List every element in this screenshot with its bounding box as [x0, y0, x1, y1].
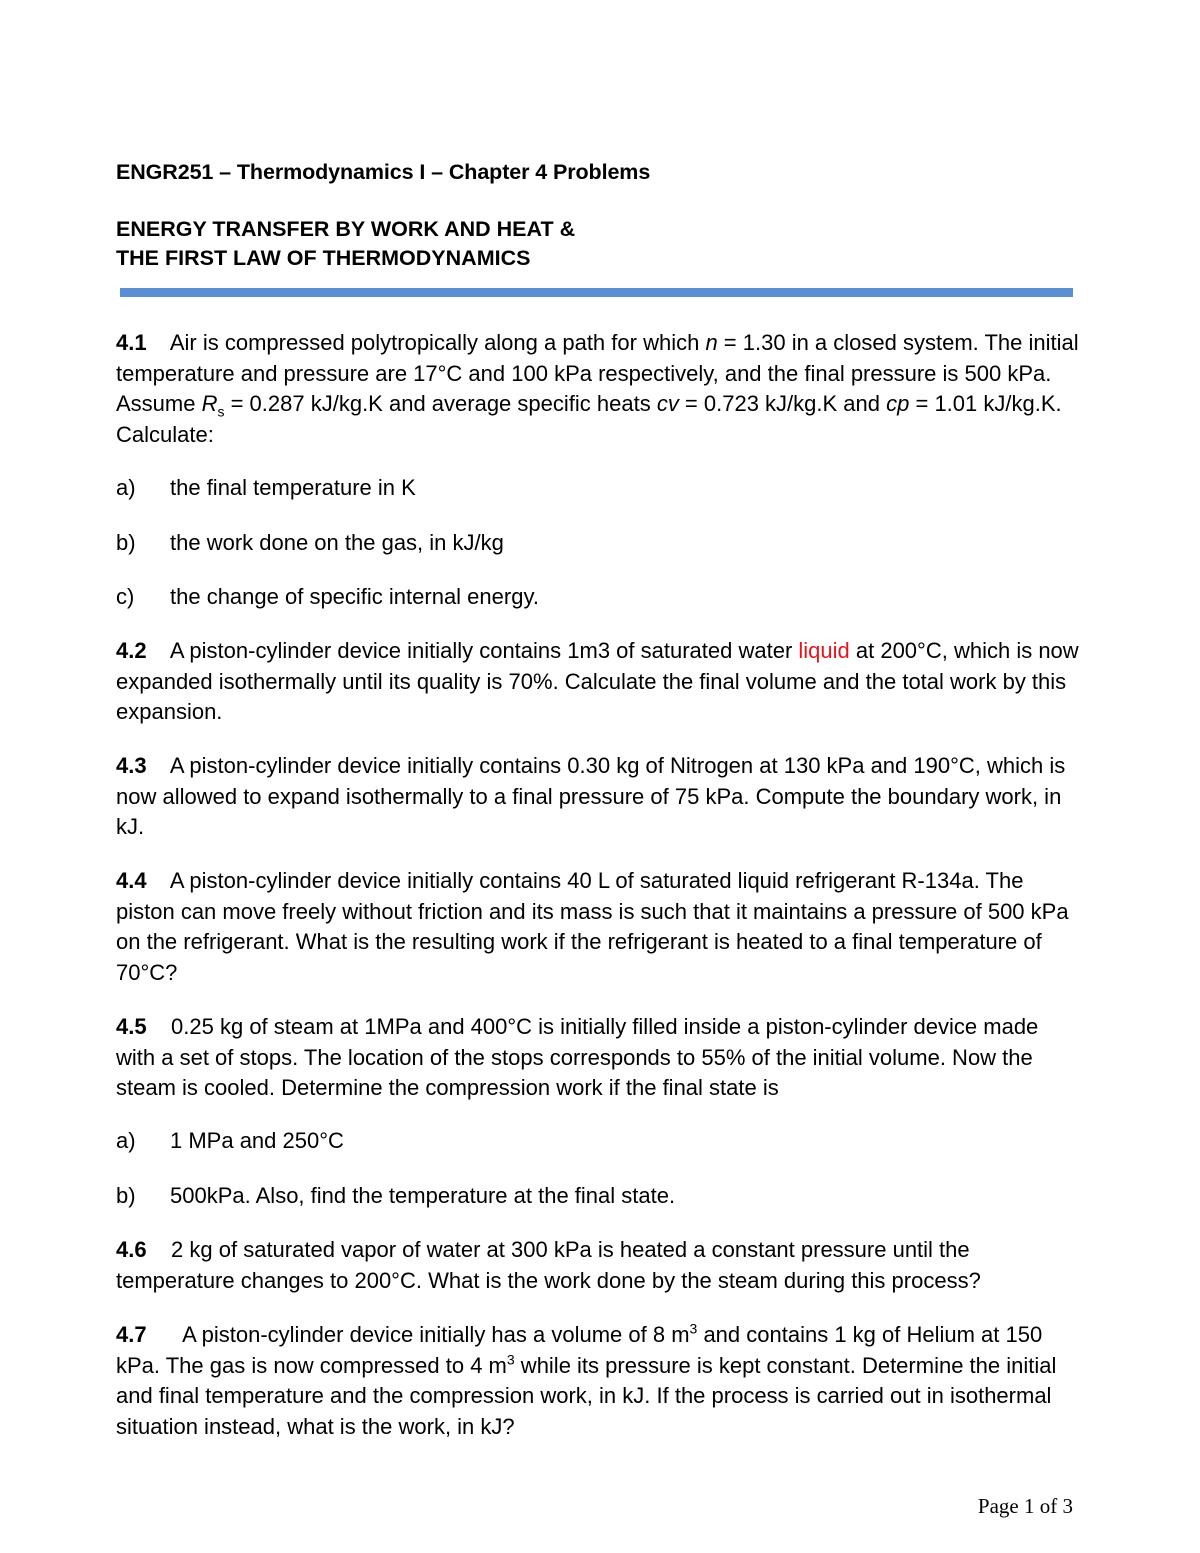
- problem-text: 0.25 kg of steam at 1MPa and 400°C is initially filled inside a piston-cylinder device made with a set of stops. The location of the stops corresponds to 55% of the initial volume. Now the steam is cooled. Determine the compression work if the final state is: [116, 1014, 1039, 1100]
- section-heading: [116, 215, 575, 273]
- problem-4-3: [116, 751, 1081, 843]
- problem-number: 4.4: [116, 868, 147, 893]
- highlighted-word: liquid: [798, 638, 850, 663]
- list-item: [116, 1181, 675, 1211]
- list-item-text: 500kPa. Also, find the temperature at the final state.: [170, 1183, 676, 1208]
- list-item-text: 1 MPa and 250°C: [170, 1128, 344, 1153]
- problem-number: 4.2: [116, 638, 147, 663]
- problem-text: at 200°C, which is now expanded isothermally until its quality is 70%. Calculate the final volume and the total work by this expansion.: [116, 638, 1079, 724]
- problem-number: 4.7: [116, 1322, 147, 1347]
- section-heading-line-2: THE FIRST LAW OF THERMODYNAMICS: [116, 246, 531, 270]
- problem-4-4: [116, 866, 1081, 988]
- problem-text: = 0.723 kJ/kg.K and: [678, 391, 887, 416]
- superscript: 3: [506, 1351, 515, 1368]
- problem-4-1: [116, 328, 1081, 450]
- problem-4-5: [116, 1012, 1081, 1104]
- problem-text: while its pressure is kept constant. Determine the initial and final temperature and the compression work, in kJ. If the process is carried out in isothermal situation instead, what is the work, in kJ?: [116, 1352, 1057, 1439]
- list-item-text: the change of specific internal energy.: [170, 584, 539, 609]
- symbol-cv: cv: [656, 391, 679, 416]
- problem-4-7: [116, 1320, 1081, 1442]
- list-item-text: the work done on the gas, in kJ/kg: [170, 530, 504, 555]
- problem-number: 4.1: [116, 330, 147, 355]
- document-title: ENGR251 – Thermodynamics I – Chapter 4 Problems: [116, 160, 651, 184]
- list-item: [116, 1126, 344, 1156]
- problem-text: A piston-cylinder device initially contains 40 L of saturated liquid refrigerant R-134a. The piston can move freely without friction and its mass is such that it maintains a pressure of 500 kPa on the refrigerant. What is the resulting work if the refrigerant is heated to a final temperature of 70°C?: [116, 868, 1069, 985]
- list-item-text: the final temperature in K: [170, 475, 416, 500]
- list-item: [116, 528, 504, 558]
- problem-text: A piston-cylinder device initially contains 1m3 of saturated water: [169, 638, 799, 663]
- heading-divider: [120, 288, 1073, 297]
- problem-text: = 1.30 in a closed system. The initial temperature and pressure are 17°C and 100 kPa respectively, and the final pressure is 500 kPa. Assume: [116, 330, 1079, 416]
- symbol-r-subscript: s: [217, 403, 225, 420]
- problem-4-6: [116, 1235, 1081, 1296]
- problem-number: 4.6: [116, 1237, 147, 1262]
- problem-number: 4.3: [116, 753, 147, 778]
- problem-text: A piston-cylinder device initially has a volume of 8 m: [182, 1322, 690, 1347]
- symbol-n: n: [705, 330, 718, 355]
- list-item-label: c): [116, 584, 135, 609]
- problem-number: 4.5: [116, 1014, 147, 1039]
- page-number: Page 1 of 3: [977, 1494, 1073, 1518]
- problem-text: 2 kg of saturated vapor of water at 300 kPa is heated a constant pressure until the temperature changes to 200°C. What is the work done by the steam during this process?: [116, 1237, 981, 1293]
- problem-text: = 0.287 kJ/kg.K and average specific heats: [224, 391, 657, 416]
- problem-text: = 1.01 kJ/kg.K. Calculate:: [116, 391, 1062, 447]
- list-item-label: a): [116, 475, 136, 500]
- list-item-label: b): [116, 530, 136, 555]
- list-item: [116, 473, 416, 503]
- list-item: [116, 582, 539, 612]
- problem-text: A piston-cylinder device initially contains 0.30 kg of Nitrogen at 130 kPa and 190°C, which is now allowed to expand isothermally to a final pressure of 75 kPa. Compute the boundary work, in kJ.: [116, 753, 1066, 839]
- symbol-cp: cp: [886, 391, 910, 416]
- superscript: 3: [689, 1320, 698, 1337]
- problem-text: and contains 1 kg of Helium at 150 kPa. The gas is now compressed to 4 m: [116, 1322, 1043, 1378]
- symbol-r: R: [201, 391, 218, 416]
- problem-4-2: [116, 636, 1081, 728]
- list-item-label: a): [116, 1128, 136, 1153]
- list-item-label: b): [116, 1183, 136, 1208]
- problem-text: Air is compressed polytropically along a path for which: [169, 330, 706, 355]
- section-heading-line-1: ENERGY TRANSFER BY WORK AND HEAT &: [116, 217, 576, 241]
